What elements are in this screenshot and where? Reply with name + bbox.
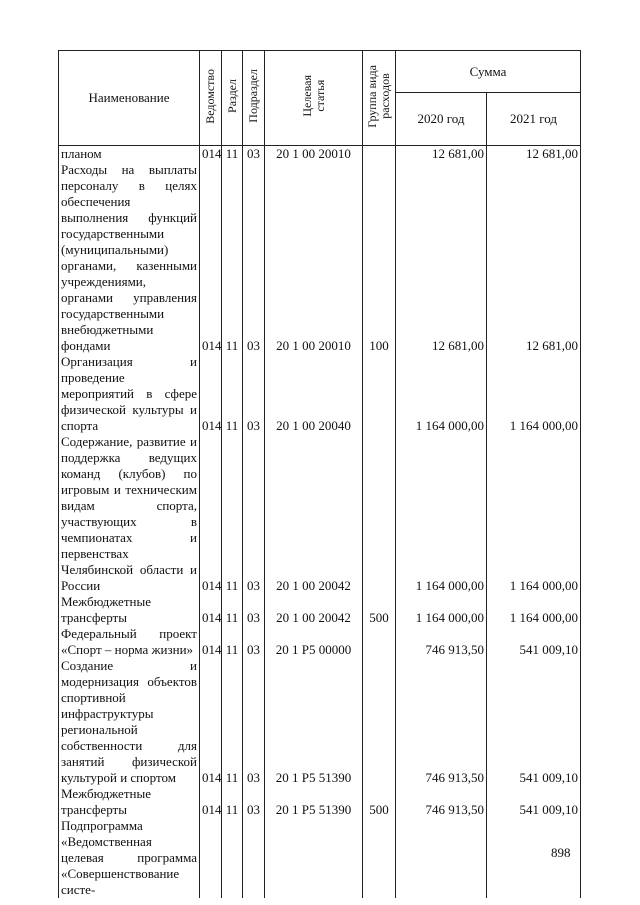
page-number: 898: [551, 845, 571, 860]
row-podrazdel: 03: [243, 626, 265, 658]
header-name: Наименование: [59, 51, 200, 146]
row-group: 500: [363, 786, 396, 818]
row-ved: 014: [200, 434, 222, 594]
row-ved: 014: [200, 626, 222, 658]
row-amount-2021: 12 681,00: [487, 146, 581, 163]
row-ved: [200, 818, 222, 898]
header-year-2021: 2021 год: [487, 93, 581, 146]
row-target: 20 1 00 20040: [265, 354, 363, 434]
row-podrazdel: 03: [243, 658, 265, 786]
row-amount-2020: 1 164 000,00: [396, 434, 487, 594]
row-podrazdel: 03: [243, 786, 265, 818]
row-podrazdel: 03: [243, 594, 265, 626]
row-target: 20 1 00 20010: [265, 162, 363, 354]
row-target: 20 1 P5 51390: [265, 658, 363, 786]
row-razdel: 11: [222, 146, 243, 163]
table-row: [59, 162, 581, 354]
header-year-2020: 2020 год: [396, 93, 487, 146]
row-target: 20 1 P5 51390: [265, 786, 363, 818]
row-amount-2021: 541 009,10: [487, 626, 581, 658]
table-row: [59, 354, 581, 434]
row-amount-2021: 1 164 000,00: [487, 354, 581, 434]
row-ved: 014: [200, 786, 222, 818]
row-target: 20 1 P5 00000: [265, 626, 363, 658]
table-row: [59, 658, 581, 786]
row-name: Межбюджетные трансферты: [59, 786, 200, 818]
row-ved: 014: [200, 594, 222, 626]
row-target: [265, 818, 363, 898]
row-target: 20 1 00 20010: [265, 146, 363, 163]
row-group: [363, 146, 396, 163]
table-row: [59, 818, 581, 898]
row-podrazdel: 03: [243, 354, 265, 434]
row-amount-2021: 541 009,10: [487, 786, 581, 818]
table-row: [59, 786, 581, 818]
row-name: Содержание, развитие и поддержка ведущих команд (клубов) по игровым и техническим видам спорта, участвующих в чемпионатах и первенствах Челябинской области и России: [59, 434, 200, 594]
header-podrazdel: Подраздел: [243, 51, 265, 146]
row-amount-2020: 1 164 000,00: [396, 594, 487, 626]
row-razdel: 11: [222, 434, 243, 594]
row-amount-2020: 746 913,50: [396, 626, 487, 658]
row-amount-2021: 1 164 000,00: [487, 434, 581, 594]
row-amount-2021: 12 681,00: [487, 162, 581, 354]
row-amount-2020: 746 913,50: [396, 786, 487, 818]
row-razdel: 11: [222, 594, 243, 626]
row-name: Создание и модернизация объектов спортивной инфраструктуры региональной собственности для занятий физической культурой и спортом: [59, 658, 200, 786]
row-group: [363, 818, 396, 898]
row-ved: 014: [200, 162, 222, 354]
row-razdel: 11: [222, 354, 243, 434]
table-row: [59, 626, 581, 658]
row-amount-2021: 1 164 000,00: [487, 594, 581, 626]
row-amount-2020: [396, 818, 487, 898]
row-ved: 014: [200, 146, 222, 163]
row-razdel: [222, 818, 243, 898]
header-group: Группа вида расходов: [363, 51, 396, 146]
row-podrazdel: [243, 818, 265, 898]
table-body: [59, 146, 581, 899]
table-header: [59, 51, 581, 146]
row-group: 500: [363, 594, 396, 626]
row-amount-2020: 12 681,00: [396, 146, 487, 163]
row-name: Межбюджетные трансферты: [59, 594, 200, 626]
row-name: планом: [59, 146, 200, 163]
row-group: [363, 658, 396, 786]
row-razdel: 11: [222, 626, 243, 658]
table-row: [59, 594, 581, 626]
row-podrazdel: 03: [243, 162, 265, 354]
row-group: [363, 354, 396, 434]
row-amount-2020: 746 913,50: [396, 658, 487, 786]
row-target: 20 1 00 20042: [265, 434, 363, 594]
row-name: Подпрограмма «Ведомственная целевая программа «Совершенствование систе-: [59, 818, 200, 898]
row-amount-2021: 541 009,10: [487, 658, 581, 786]
row-group: 100: [363, 162, 396, 354]
row-group: [363, 434, 396, 594]
budget-table: [58, 50, 581, 898]
row-razdel: 11: [222, 162, 243, 354]
header-vedomstvo: Ведомство: [200, 51, 222, 146]
row-ved: 014: [200, 354, 222, 434]
row-ved: 014: [200, 658, 222, 786]
row-amount-2020: 1 164 000,00: [396, 354, 487, 434]
table-row: [59, 434, 581, 594]
row-name: Организация и проведение мероприятий в сфере физической культуры и спорта: [59, 354, 200, 434]
row-target: 20 1 00 20042: [265, 594, 363, 626]
row-podrazdel: 03: [243, 146, 265, 163]
row-name: Федеральный проект «Спорт – норма жизни»: [59, 626, 200, 658]
row-podrazdel: 03: [243, 434, 265, 594]
row-group: [363, 626, 396, 658]
table-row: [59, 146, 581, 163]
row-razdel: 11: [222, 786, 243, 818]
header-target: Целевая статья: [265, 51, 363, 146]
header-razdel: Раздел: [222, 51, 243, 146]
row-name: Расходы на выплаты персоналу в целях обеспечения выполнения функций государственными (муниципальными) органами, казенными учреждениями, органами управления государственными внебюджетными фондами: [59, 162, 200, 354]
header-sum: Сумма: [396, 51, 581, 93]
row-amount-2020: 12 681,00: [396, 162, 487, 354]
row-razdel: 11: [222, 658, 243, 786]
